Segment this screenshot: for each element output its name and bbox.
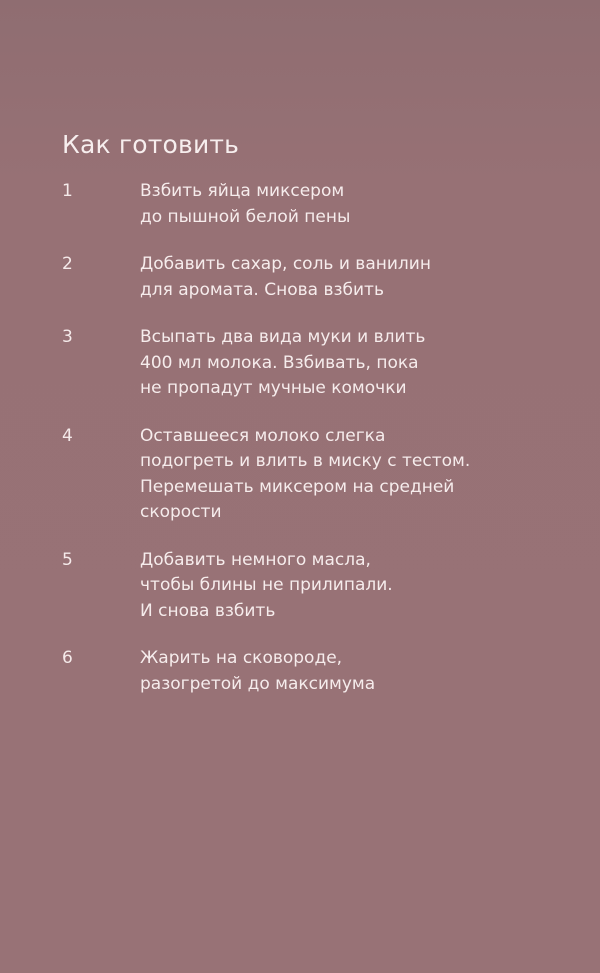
step-item-3 bbox=[62, 325, 562, 402]
step-text: Взбить яйца миксером до пышной белой пены bbox=[140, 181, 351, 227]
step-number: 6 bbox=[62, 648, 73, 668]
step-number: 4 bbox=[62, 425, 73, 446]
step-item-5 bbox=[62, 548, 562, 625]
step-text: Жарить на сковороде, разогретой до максимума bbox=[140, 648, 376, 694]
step-text: Всыпать два вида муки и влить 400 мл молока. Взбивать, пока не пропадут мучные комочки bbox=[140, 327, 426, 398]
step-item-2 bbox=[62, 252, 562, 303]
step-text: Оставшееся молоко слегка подогреть и влить в миску с тестом. Перемешать миксером на средней скорости bbox=[140, 425, 471, 522]
step-number: 1 bbox=[62, 181, 73, 201]
step-number: 5 bbox=[62, 549, 73, 570]
step-text: Добавить немного масла, чтобы блины не прилипали. И снова взбить bbox=[140, 549, 393, 621]
step-text: Добавить сахар, соль и ванилин для аромата. Снова взбить bbox=[140, 254, 431, 300]
step-item-4 bbox=[62, 424, 562, 526]
step-number: 3 bbox=[62, 327, 73, 347]
step-number: 2 bbox=[62, 254, 73, 274]
page-title: Как готовить bbox=[62, 130, 240, 159]
steps-list bbox=[62, 179, 562, 697]
step-item-6 bbox=[62, 646, 562, 697]
step-item-1 bbox=[62, 179, 562, 230]
